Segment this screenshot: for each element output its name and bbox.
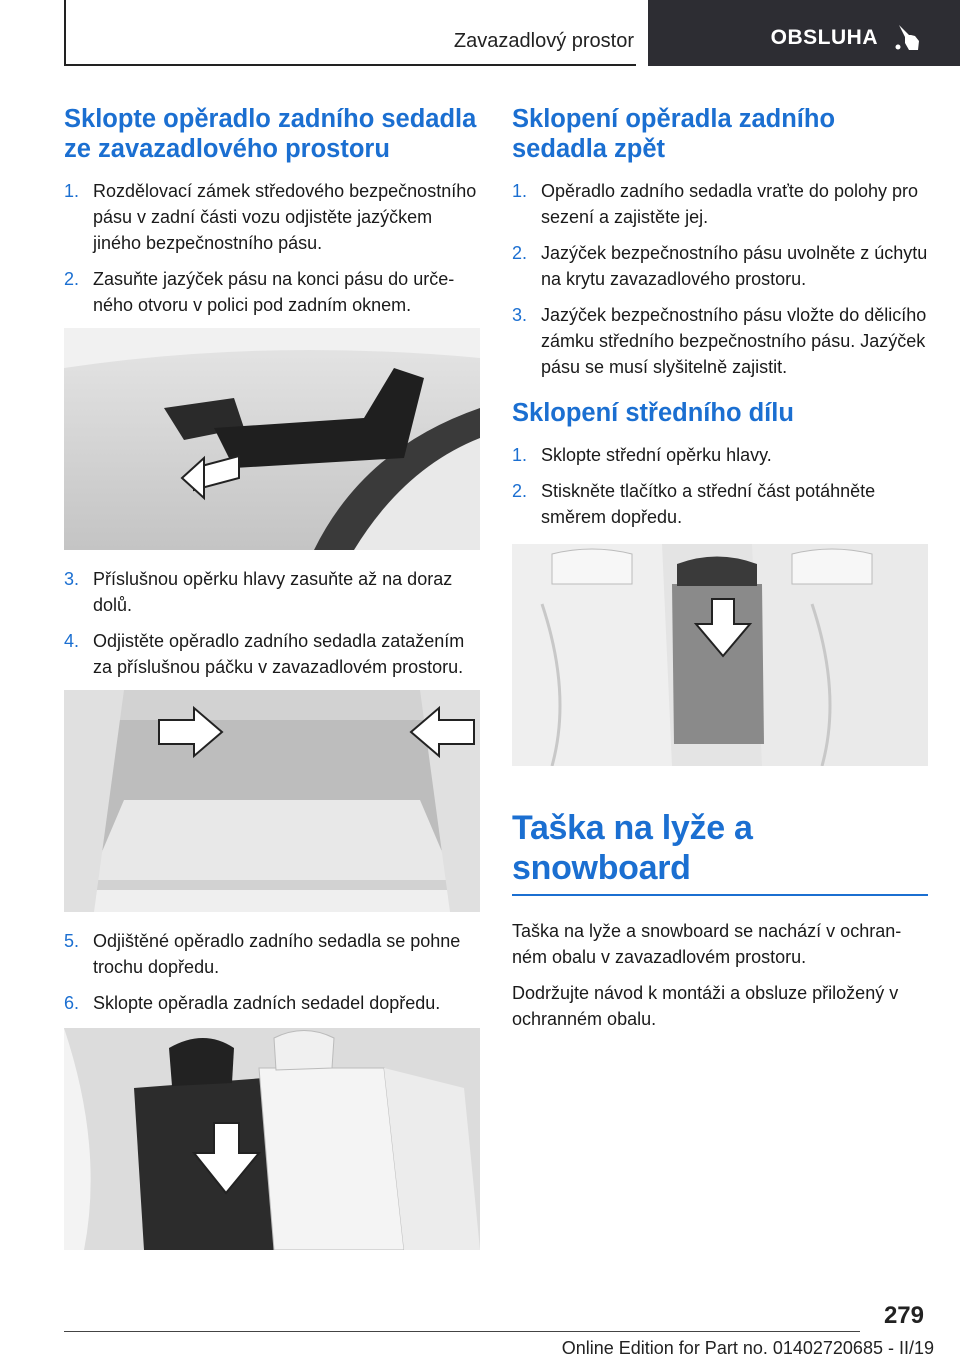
heading-rule <box>512 894 928 896</box>
page-number: 279 <box>883 1302 924 1329</box>
figure-center-section-pull <box>512 544 928 766</box>
header-divider-vertical <box>64 0 66 66</box>
steps-list <box>64 928 480 1016</box>
section-heading-fold-back: Sklopení opěradla zadního sedadla zpět <box>512 105 836 163</box>
body-paragraph: Taška na lyže a snowboard se nachází v ochranném obalu v zavazadlovém prostoru. <box>512 921 902 967</box>
steps-list <box>512 442 928 530</box>
list-item: 1. Rozdělovací zámek středového bezpečnostního pásu v zadní části vozu odjistěte jazýčkem jiného bezpečnostního pásu. <box>64 181 477 253</box>
list-item: 2. Jazýček bezpečnostního pásu uvolněte z úchytu na krytu zavazadlového prostoru. <box>512 243 928 289</box>
header-chapter-tab <box>648 0 960 66</box>
list-item: 6. Sklopte opěradla zadních sedadel dopředu. <box>64 993 441 1013</box>
body-paragraph: Dodržujte návod k montáži a obsluze přiložený v ochranném obalu. <box>512 983 899 1029</box>
pointing-hand-icon <box>894 23 920 51</box>
steps-list <box>512 178 928 380</box>
figure-rear-seat-folding <box>64 1028 480 1250</box>
header-rule <box>64 64 636 66</box>
main-heading-ski-bag: Taška na lyže a snowboard <box>512 809 753 887</box>
list-item: 2. Zasuňte jazýček pásu na konci pásu do určeného otvoru v polici pod zadním oknem. <box>64 269 455 315</box>
list-item: 1. Sklopte střední opěrku hlavy. <box>512 445 772 465</box>
list-item: 4. Odjistěte opěradlo zadního sedadla zatažením za příslušnou páčku v zavazadlovém prostoru. <box>64 631 465 677</box>
figure-trunk-release-levers <box>64 690 480 912</box>
list-item: 5. Odjištěné opěradlo zadního sedadla se pohne trochu dopředu. <box>64 931 461 977</box>
footer-edition: Online Edition for Part no. 01402720685 - II/19 <box>561 1338 934 1358</box>
steps-list <box>64 178 480 318</box>
header-section-title: Zavazadlový prostor <box>453 30 634 52</box>
section-heading-center-section: Sklopení středního dílu <box>512 399 794 427</box>
header-chapter-label: OBSLUHA <box>770 26 878 49</box>
section-heading-fold-from-trunk: Sklopte opěradlo zadního sedadla ze zavazadlového prostoru <box>64 105 477 163</box>
list-item: 3. Příslušnou opěrku hlavy zasuňte až na doraz dolů. <box>64 569 453 615</box>
left-column <box>64 104 480 1250</box>
figure-belt-clip-parcel-shelf <box>64 328 480 550</box>
footer-rule <box>64 1331 860 1332</box>
list-item: 3. Jazýček bezpečnostního pásu vložte do dělicího zámku středního bezpečnostního pásu. Jazýček pásu se musí slyšitelně zajistit. <box>512 305 927 377</box>
steps-list <box>64 566 480 680</box>
list-item: 1. Opěradlo zadního sedadla vraťte do polohy pro sezení a zajistěte jej. <box>512 181 919 227</box>
list-item: 2. Stiskněte tlačítko a střední část potáhněte směrem dopředu. <box>512 481 876 527</box>
right-column <box>512 104 928 1042</box>
